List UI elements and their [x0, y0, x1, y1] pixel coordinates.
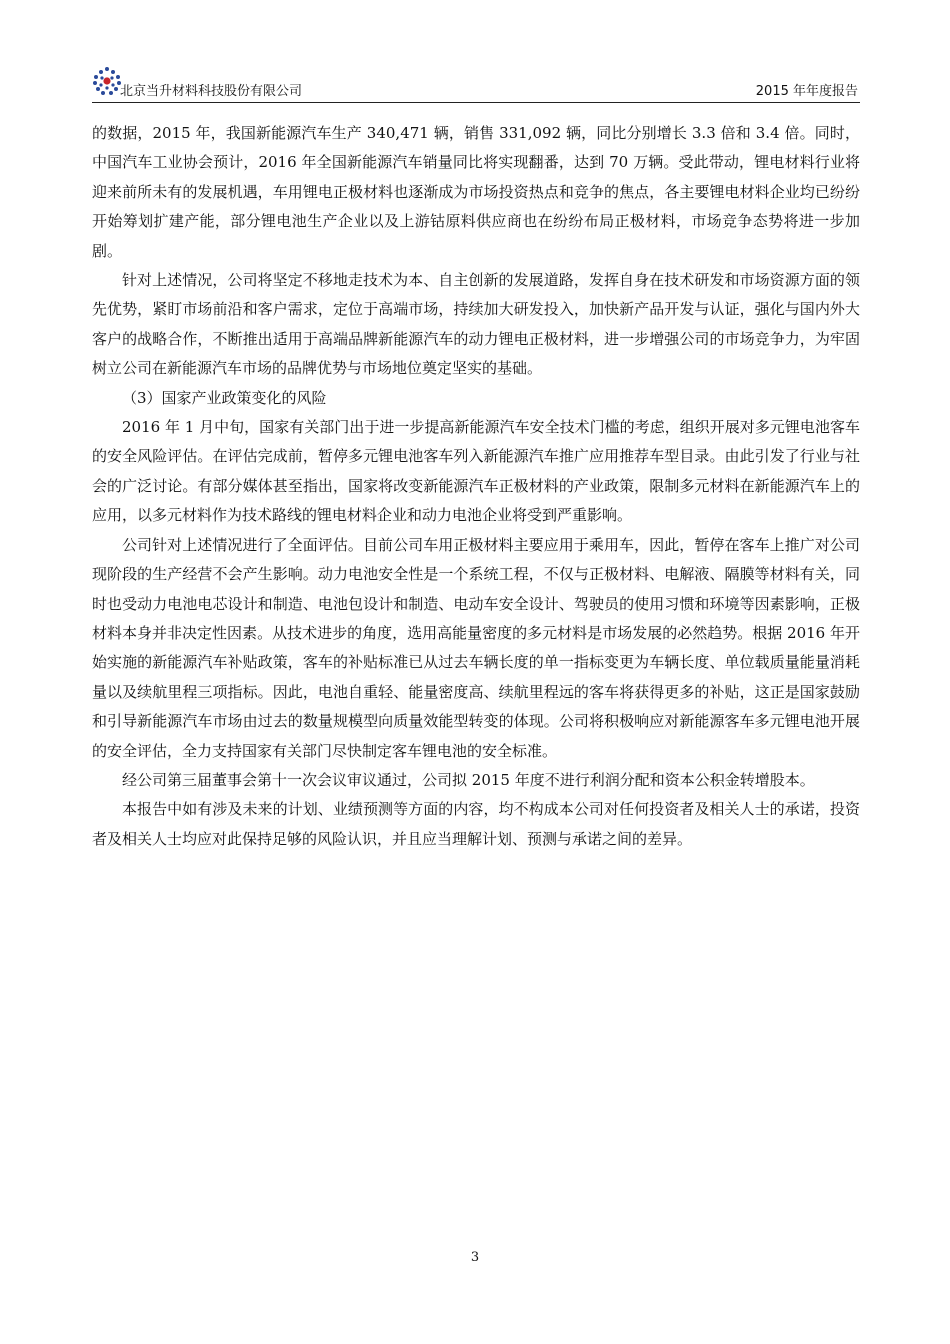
paragraph-policy-change: 2016 年 1 月中旬，国家有关部门出于进一步提高新能源汽车安全技术门槛的考虑，组织开展对多元锂电池客车的安全风险评估。在评估完成前，暂停多元锂电池客车列入新能源汽车推广应用推荐车型目录。由此引发了行业与社会的广泛讨论。有部分媒体甚至指出，国家将改变新能源汽车正极材料的产业政策，限制多元材料在新能源汽车上的应用，以多元材料作为技术路线的锂电材料企业和动力电池企业将受到严重影响。 [92, 418, 860, 525]
paragraph-disclaimer: 本报告中如有涉及未来的计划、业绩预测等方面的内容，均不构成本公司对任何投资者及相关人士的承诺，投资者及相关人士均应对此保持足够的风险认识，并且应当理解计划、预测与承诺之间的差异。 [92, 800, 860, 848]
paragraph-company-strategy: 针对上述情况，公司将坚定不移地走技术为本、自主创新的发展道路，发挥自身在技术研发和市场资源方面的领先优势，紧盯市场前沿和客户需求，定位于高端市场，持续加大研发投入，加快新产品开发与认证，强化与国内外大客户的战略合作，不断推出适用于高端品牌新能源汽车的动力锂电正极材料，进一步增强公司的市场竞争力，为牢固树立公司在新能源汽车市场的品牌优势与市场地位奠定坚实的基础。 [92, 271, 860, 378]
page-number: 3 [470, 1250, 480, 1265]
company-logo-icon [92, 66, 122, 96]
main-content [92, 119, 860, 854]
report-title: 2015 年年度报告 [755, 84, 858, 99]
paragraph-company-assessment: 公司针对上述情况进行了全面评估。目前公司车用正极材料主要应用于乘用车，因此，暂停在客车上推广对公司现阶段的生产经营不会产生影响。动力电池安全性是一个系统工程，不仅与正极材料、电解液、隔膜等材料有关，同时也受动力电池电芯设计和制造、电池包设计和制造、电动车安全设计、驾驶员的使用习惯和环境等因素影响，正极材料本身并非决定性因素。从技术进步的角度，选用高能量密度的多元材料是市场发展的必然趋势。根据 2016 年开始实施的新能源汽车补贴政策，客车的补贴标准已从过去车辆长度的单一指标变更为车辆长度、单位载质量能量消耗量以及续航里程三项指标。因此，电池自重轻、能量密度高、续航里程远的客车将获得更多的补贴，这正是国家鼓励和引导新能源汽车市场由过去的数量规模型向质量效能型转变的体现。公司将积极响应对新能源客车多元锂电池开展的安全评估，全力支持国家有关部门尽快制定客车锂电池的安全标准。 [92, 535, 860, 760]
section-heading-policy-risk: （3）国家产业政策变化的风险 [122, 388, 327, 407]
paragraph-profit-distribution: 经公司第三届董事会第十一次会议审议通过，公司拟 2015 年度不进行利润分配和资本公积金转增股本。 [122, 770, 815, 789]
company-name: 北京当升材料科技股份有限公司 [120, 84, 303, 99]
page-header [92, 62, 860, 103]
paragraph-market-competition: 的数据，2015 年，我国新能源汽车生产 340,471 辆，销售 331,092 辆，同比分别增长 3.3 倍和 3.4 倍。同时，中国汽车工业协会预计，2016 年全国新能源汽车销量同比将实现翻番，达到 70 万辆。受此带动，锂电材料行业将迎来前所未有的发展机遇，车用锂电正极材料也逐渐成为市场投资热点和竞争的焦点，各主要锂电材料企业均已纷纷开始筹划扩建产能，部分锂电池生产企业以及上游钴原料供应商也在纷纷布局正极材料，市场竞争态势将进一步加剧。 [92, 124, 860, 260]
